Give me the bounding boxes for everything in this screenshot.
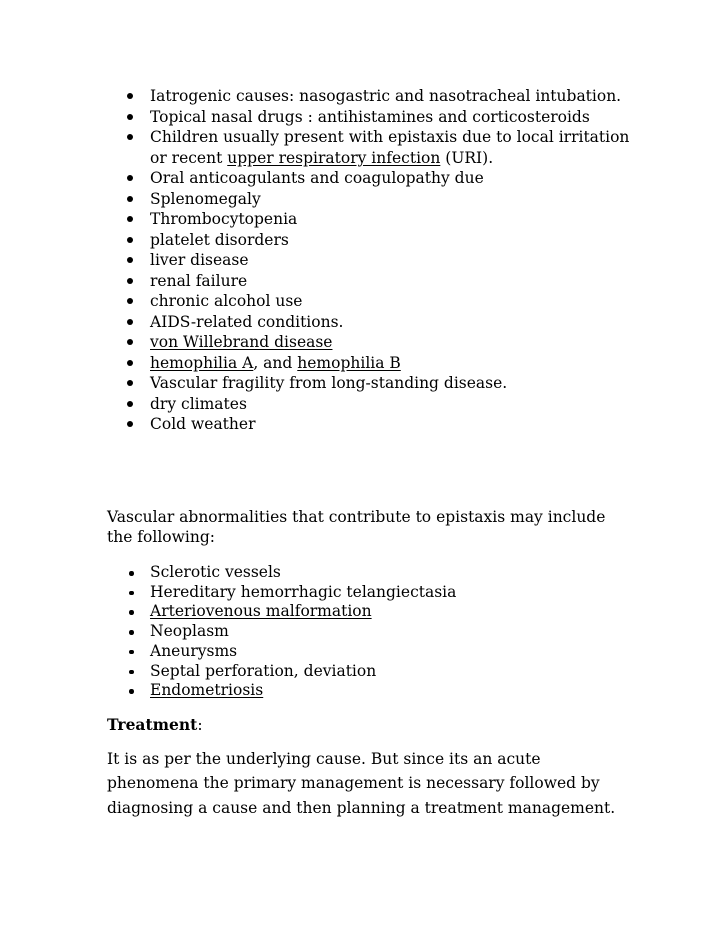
hyperlink[interactable]: hemophilia B	[297, 353, 401, 372]
list-item	[121, 127, 641, 168]
list-item	[121, 86, 641, 107]
list-item	[121, 414, 641, 435]
bullet-icon	[127, 93, 133, 99]
list-item	[121, 622, 621, 642]
list-item	[121, 189, 641, 210]
list-item	[121, 602, 621, 622]
bullet-icon	[127, 360, 133, 366]
hyperlink[interactable]: upper respiratory infection	[227, 148, 441, 167]
bullet-icon	[127, 216, 133, 222]
list-item-text: Topical nasal drugs : antihistamines and corticosteroids	[150, 107, 590, 126]
bullet-icon	[127, 421, 133, 427]
bullet-icon	[127, 339, 133, 345]
bullet-icon	[127, 175, 133, 181]
list-item	[121, 373, 641, 394]
vascular-bullet-list	[121, 563, 621, 701]
list-item	[121, 107, 641, 128]
list-item-text: Aneurysms	[150, 641, 238, 660]
hyperlink[interactable]: hemophilia A	[150, 353, 254, 372]
list-item-text: chronic alcohol use	[150, 292, 303, 310]
treatment-heading-colon: :	[197, 716, 203, 734]
list-item-text: Thrombocytopenia	[150, 210, 298, 228]
list-item-text: Iatrogenic causes: nasogastric and nasotracheal intubation.	[150, 87, 622, 105]
list-item	[121, 209, 641, 230]
vascular-intro-paragraph: Vascular abnormalities that contribute to epistaxis may include the following:	[107, 508, 606, 546]
list-item	[121, 291, 641, 312]
list-item	[121, 312, 641, 333]
list-item	[121, 168, 641, 189]
list-item-text: (URI).	[440, 148, 494, 167]
bullet-icon	[127, 196, 133, 202]
list-item	[121, 230, 641, 251]
list-item	[121, 662, 621, 682]
bullet-icon	[127, 319, 133, 325]
hyperlink[interactable]: Endometriosis	[150, 681, 264, 700]
list-item-text: Neoplasm	[150, 622, 229, 641]
list-item-text: Splenomegaly	[150, 189, 261, 208]
list-item-text: Oral anticoagulants and coagulopathy due	[150, 169, 484, 187]
list-item-text: Septal perforation, deviation	[150, 661, 377, 680]
list-item-text: liver disease	[150, 251, 249, 269]
list-item	[121, 332, 641, 353]
list-item	[121, 681, 621, 701]
bullet-icon	[127, 134, 133, 140]
list-item-text: Cold weather	[150, 415, 256, 433]
bullet-icon	[127, 401, 133, 407]
bullet-icon	[129, 571, 134, 576]
list-item	[121, 353, 641, 374]
list-item-text: Children usually present with epistaxis due to local irritation or recent	[150, 128, 630, 167]
bullet-icon	[127, 257, 133, 263]
hyperlink[interactable]: von Willebrand disease	[150, 333, 333, 351]
bullet-icon	[129, 689, 134, 694]
causes-bullet-list	[121, 86, 641, 435]
treatment-heading-text: Treatment	[107, 715, 198, 734]
bullet-icon	[127, 237, 133, 243]
list-item	[121, 271, 641, 292]
list-item-text: AIDS-related conditions.	[150, 312, 344, 331]
bullet-icon	[129, 610, 134, 615]
treatment-heading	[107, 714, 203, 736]
list-item-text: platelet disorders	[150, 230, 289, 249]
bullet-icon	[127, 298, 133, 304]
bullet-icon	[129, 650, 134, 655]
list-item-text: Vascular fragility from long-standing disease.	[150, 374, 508, 392]
bullet-icon	[127, 278, 133, 284]
list-item-text: Sclerotic vessels	[150, 563, 281, 581]
list-item-text: dry climates	[150, 394, 247, 413]
list-item	[121, 642, 621, 662]
bullet-icon	[127, 380, 133, 386]
list-item	[121, 563, 621, 583]
list-item	[121, 583, 621, 603]
treatment-paragraph: It is as per the underlying cause. But since its an acute phenomena the primary management is necessary followed by diagnosing a cause and then planning a treatment management.	[107, 750, 616, 817]
bullet-icon	[129, 591, 134, 596]
bullet-icon	[127, 114, 133, 120]
list-item	[121, 394, 641, 415]
list-item-text: Hereditary hemorrhagic telangiectasia	[150, 582, 457, 601]
hyperlink[interactable]: Arteriovenous malformation	[150, 602, 372, 621]
list-item-text: renal failure	[150, 271, 248, 290]
bullet-icon	[129, 630, 134, 635]
list-item	[121, 250, 641, 271]
bullet-icon	[129, 670, 134, 675]
list-item-text: , and	[253, 353, 298, 372]
